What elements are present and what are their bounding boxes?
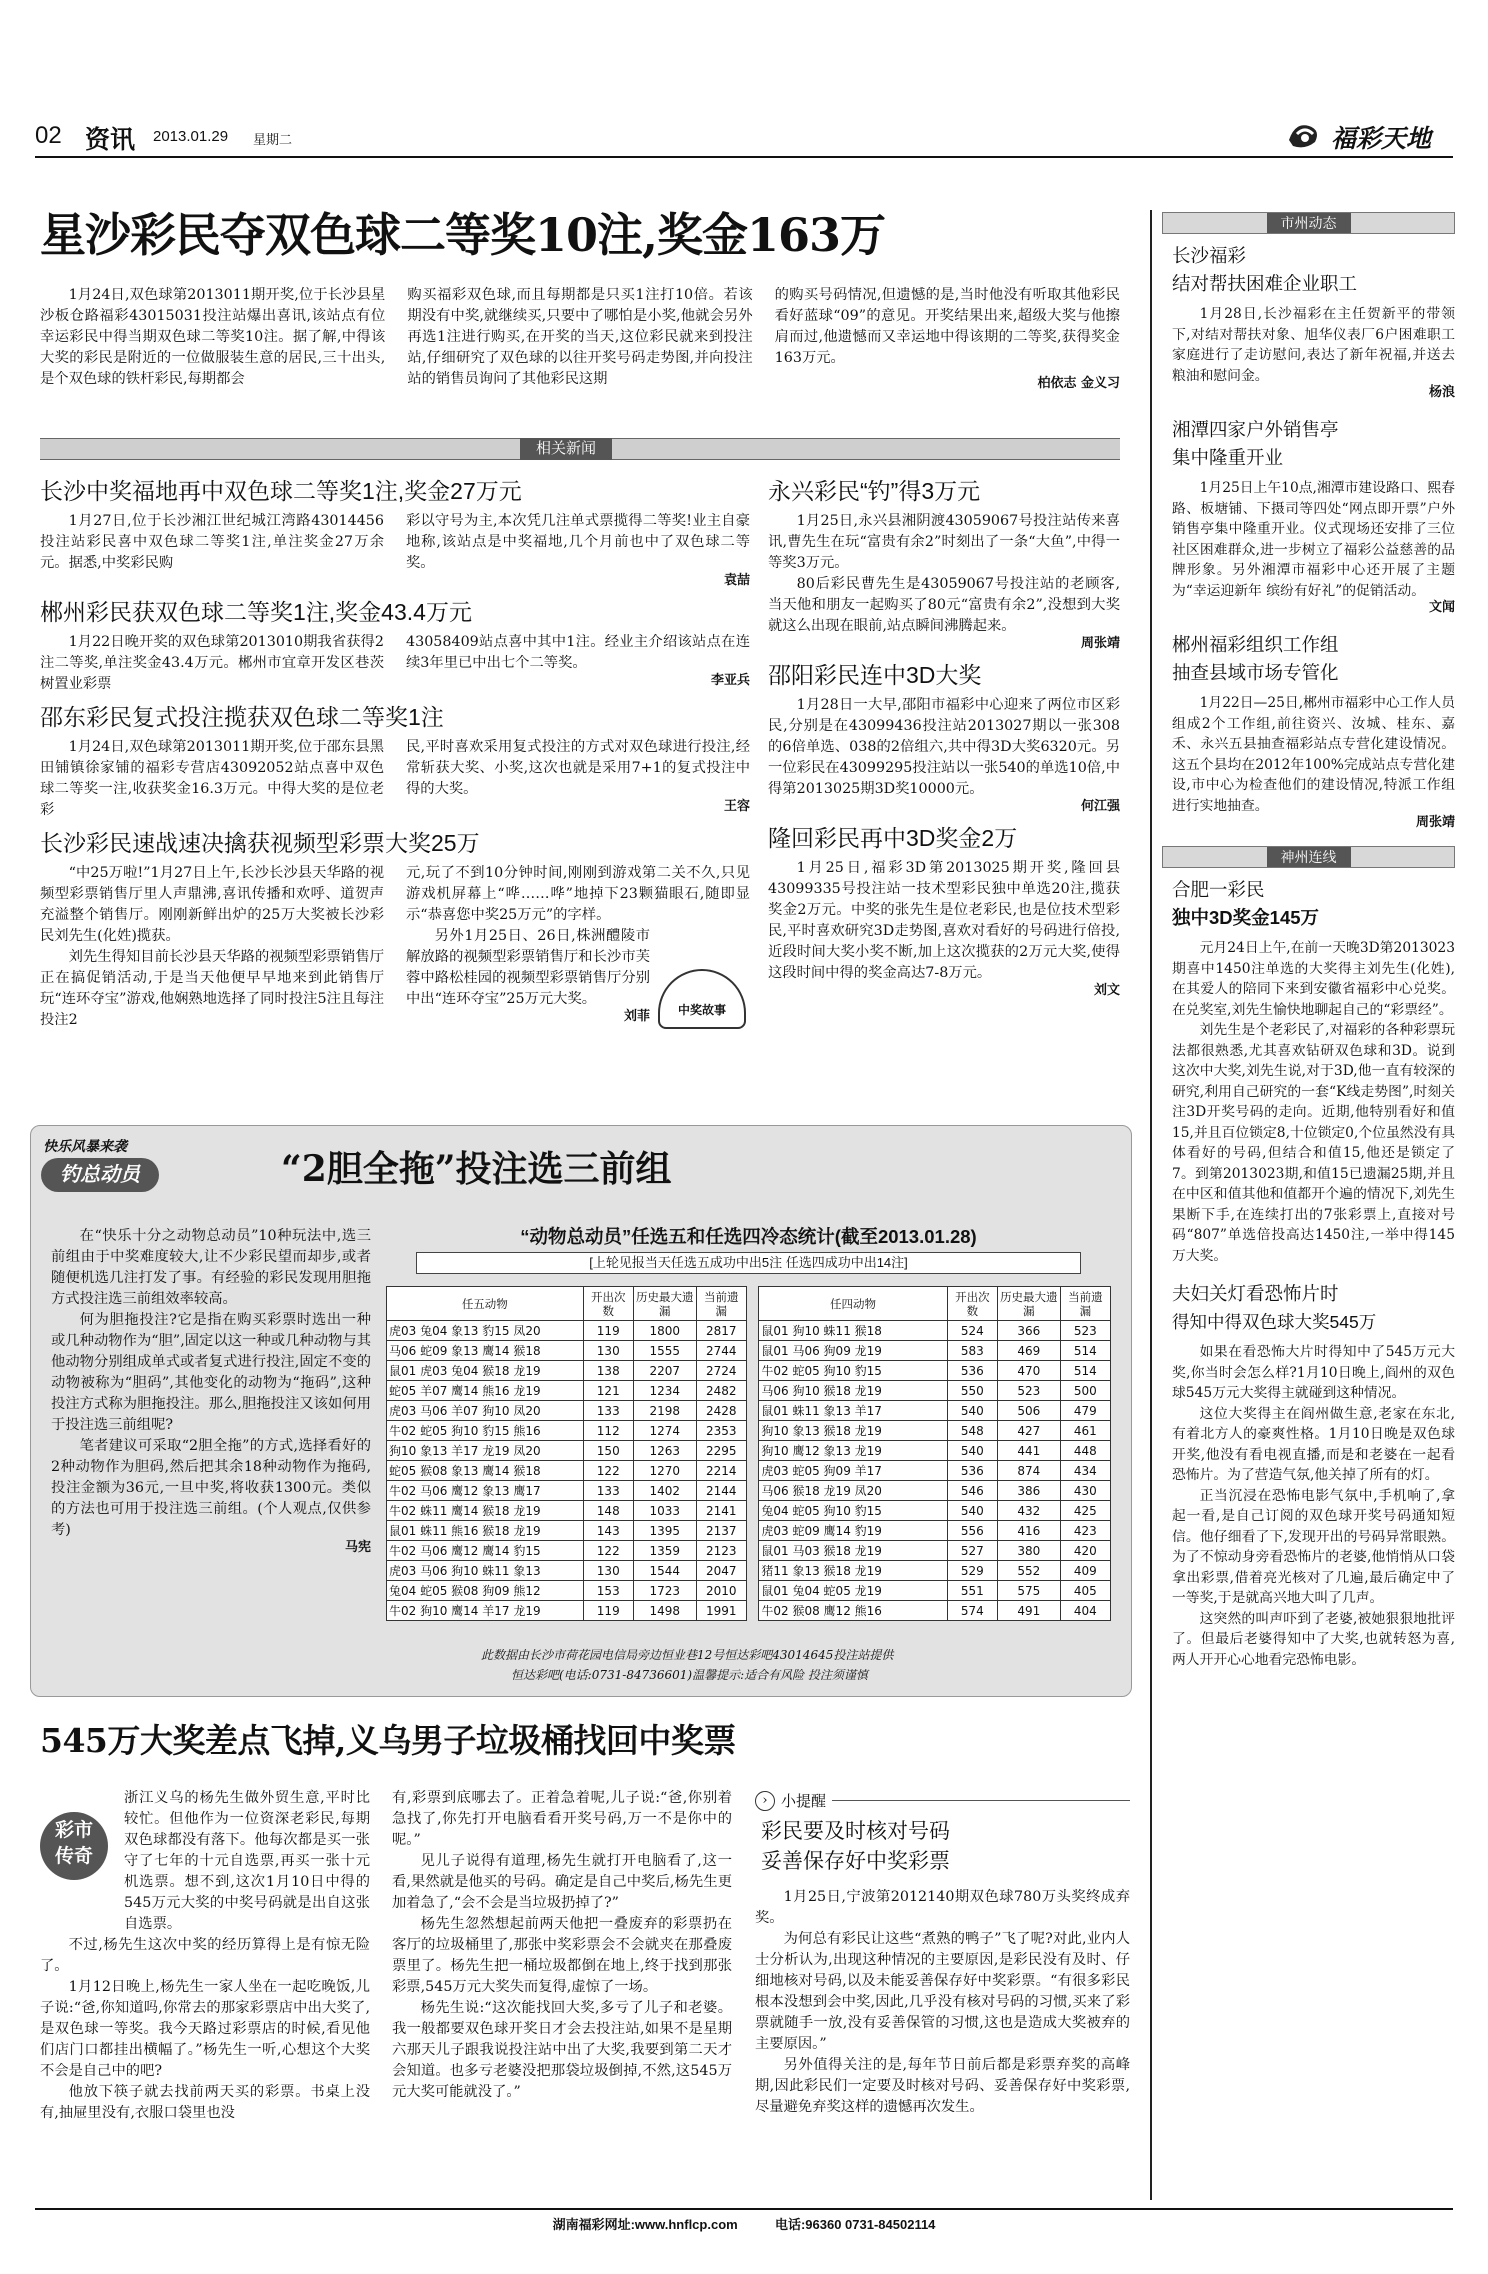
related-text: 1月28日一大早,邵阳市福彩中心迎来了两位市区彩民,分别是在43099436投注站2013027期以一张308的6倍单选、038的2倍组六,共中得3D大奖6320元。另一位彩民在43099295投注站以一张540的单选10倍,中得第2013025期3D奖10000元。 bbox=[768, 697, 1120, 797]
stats-cell: 1723 bbox=[633, 1581, 696, 1601]
bottom-paragraph: 见儿子说得有道理,杨先生就打开电脑看了,这一看,果然就是他买的号码。确定是自己中奖后,杨先生更加着急了,“会不会是当垃圾扔掉了?” bbox=[392, 1853, 732, 1911]
stats-gap bbox=[746, 1501, 759, 1521]
related-byline: 刘菲 bbox=[623, 1009, 650, 1024]
tip-paragraph: 另外值得关注的是,每年节日前后都是彩票弃奖的高峰期,因此彩民们一定要及时核对号码、妥善保存好中奖彩票,尽量避免弃奖这样的遗憾再次发生。 bbox=[755, 2057, 1130, 2115]
sidebar-title: 郴州福彩组织工作组 bbox=[1172, 634, 1339, 655]
stats-row bbox=[387, 1361, 1111, 1381]
stats-cell: 1234 bbox=[633, 1381, 696, 1401]
stats-cell: 2137 bbox=[696, 1521, 746, 1541]
stats-cell: 牛02 马06 鹰12 鹰14 豹15 bbox=[387, 1541, 584, 1561]
stats-cell: 524 bbox=[947, 1321, 997, 1341]
related-text: 1月25日,永兴县湘阴渡43059067号投注站传来喜讯,曹先生在玩“富贵有余2”时刻出了一条“大鱼”,中得一等奖3万元。 bbox=[768, 513, 1120, 571]
main-byline: 柏依志 金义习 bbox=[1037, 376, 1120, 391]
stats-row bbox=[387, 1541, 1111, 1561]
sidebar-title: 合肥一彩民 bbox=[1172, 879, 1265, 900]
stats-gap bbox=[746, 1481, 759, 1501]
stats-cell: 404 bbox=[1060, 1601, 1110, 1621]
stats-cell: 1274 bbox=[633, 1421, 696, 1441]
stats-cell: 552 bbox=[997, 1561, 1060, 1581]
related-title: 永兴彩民“钓”得3万元 bbox=[768, 478, 981, 504]
stats-cell: 470 bbox=[997, 1361, 1060, 1381]
related-body bbox=[40, 511, 750, 590]
main-article-col: 1月24日,双色球第2013011期开奖,位于长沙县星沙板仓路福彩43015031投注站爆出喜讯,该站点有位幸运彩民中得当期双色球二等奖10注。据了解,中得该大奖的彩民是附近的一位做服装生意的居民,三十出头,是个双色球的铁杆彩民,每期都会 bbox=[40, 287, 386, 387]
sidebar-text: 如果在看恐怖大片时得知中了545万元大奖,你当时会怎么样?1月10日晚上,阎州的双色球545万元大奖得主就碰到这种情况。 bbox=[1172, 1344, 1455, 1401]
stats-gap bbox=[746, 1441, 759, 1461]
related-byline: 李亚兵 bbox=[710, 673, 750, 688]
prize-story-label: 中奖故事 bbox=[677, 1003, 726, 1017]
stats-cell: 虎03 蛇05 狗09 羊17 bbox=[759, 1461, 947, 1481]
tip-rule bbox=[832, 1800, 1130, 1801]
footer bbox=[0, 2214, 1488, 2233]
stats-cell: 马06 猴18 龙19 凤20 bbox=[759, 1481, 947, 1501]
related-text: 1月24日,双色球第2013011期开奖,位于邵东县黑田铺镇徐家铺的福彩专营店43092052站点喜中双色球二等奖一注,收获奖金16.3万元。中得大奖的是位老彩 bbox=[40, 739, 384, 818]
stats-cell: 430 bbox=[1060, 1481, 1110, 1501]
stats-cell: 鼠01 狗10 蛛11 猴18 bbox=[759, 1321, 947, 1341]
sidebar-text: 元月24日上午,在前一天晚3D第2013023期喜中1450注单选的大奖得主刘先生(化姓),在其爱人的陪同下来到安徽省福彩中心兑奖。在兑奖室,刘先生愉快地聊起自己的“彩票经”。 bbox=[1172, 940, 1455, 1018]
stats-cell: 1800 bbox=[633, 1321, 696, 1341]
main-article-col: 购买福彩双色球,而且每期都是只买1注打10倍。若该期没有中奖,就继续买,只要中了哪怕是小奖,他就会另外再选1注进行购买,在开奖的当天,这位彩民就来到投注站,仔细研究了双色球的以往开奖号码走势图,并向投注站的销售员询问了其他彩民这期 bbox=[407, 287, 753, 387]
sidebar-byline: 文闻 bbox=[1428, 600, 1455, 615]
section-label: 资讯 bbox=[85, 126, 136, 154]
stats-cell: 514 bbox=[1060, 1361, 1110, 1381]
stats-gap bbox=[746, 1287, 759, 1321]
stats-header-cell: 任四动物 bbox=[759, 1287, 947, 1321]
stats-cell: 2214 bbox=[696, 1461, 746, 1481]
sidebar-byline: 杨浪 bbox=[1428, 385, 1455, 400]
feature-paragraph: 何为胆拖投注?它是指在购买彩票时选出一种或几种动物作为“胆”,固定以这一种或几种动物与其他动物分别组成单式或者复式进行投注,固定不变的动物被称为“胆码”,其他变化的动物为“拖码”,这种投注方式称为胆拖投注。那么,胆拖投注又该如何用于投注选三前组呢? bbox=[51, 1312, 371, 1433]
stats-cell: 425 bbox=[1060, 1501, 1110, 1521]
stats-cell: 2144 bbox=[696, 1481, 746, 1501]
stats-cell: 2482 bbox=[696, 1381, 746, 1401]
footer-rule bbox=[35, 2208, 1453, 2210]
stats-cell: 鼠01 兔04 蛇05 龙19 bbox=[759, 1581, 947, 1601]
brand-logo-icon bbox=[1285, 120, 1325, 150]
stats-gap bbox=[746, 1561, 759, 1581]
related-byline: 周张靖 bbox=[1080, 636, 1120, 651]
stats-cell: 514 bbox=[1060, 1341, 1110, 1361]
related-body bbox=[40, 863, 750, 1031]
stats-cell: 狗10 鹰12 象13 龙19 bbox=[759, 1441, 947, 1461]
stats-cell: 2123 bbox=[696, 1541, 746, 1561]
stats-cell: 虎03 蛇09 鹰14 豹19 bbox=[759, 1521, 947, 1541]
related-text: “中25万啦!”1月27日上午,长沙长沙县天华路的视频型彩票销售厅里人声鼎沸,喜讯传播和欢呼、道贺声充溢整个销售厅。刚刚新鲜出炉的25万大奖被长沙彩民刘先生(化姓)揽获。 bbox=[40, 865, 384, 944]
stats-cell: 500 bbox=[1060, 1381, 1110, 1401]
stats-gap bbox=[746, 1581, 759, 1601]
stats-cell: 鼠01 虎03 兔04 猴18 龙19 bbox=[387, 1361, 584, 1381]
related-text: 元,玩了不到10分钟时间,刚刚到游戏第二关不久,只见游戏机屏幕上“哗……哗”地掉下23颗猫眼石,随即显示“恭喜您中奖25万元”的字样。 bbox=[406, 865, 750, 923]
page-number: 02 bbox=[35, 122, 62, 149]
stats-row bbox=[387, 1581, 1111, 1601]
related-text: 43058409站点喜中其中1注。经业主介绍该站点在连续3年里已中出七个二等奖。 bbox=[406, 634, 750, 671]
related-left bbox=[40, 475, 750, 1031]
related-news-label: 相关新闻 bbox=[520, 438, 612, 460]
sidebar-title: 集中隆重开业 bbox=[1172, 447, 1284, 468]
sidebar-tag bbox=[1162, 212, 1455, 234]
stats-cell: 540 bbox=[947, 1401, 997, 1421]
stats-cell: 133 bbox=[583, 1481, 633, 1501]
stats-cell: 523 bbox=[1060, 1321, 1110, 1341]
tip-label: 小提醒 bbox=[781, 1793, 827, 1810]
related-byline: 王容 bbox=[723, 799, 750, 814]
stats-cell: 2047 bbox=[696, 1561, 746, 1581]
stats-panel bbox=[386, 1224, 1111, 1621]
stats-cell: 猪11 象13 猴18 龙19 bbox=[759, 1561, 947, 1581]
stats-cell: 409 bbox=[1060, 1561, 1110, 1581]
stats-cell: 虎03 兔04 象13 豹15 凤20 bbox=[387, 1321, 584, 1341]
stats-cell: 2141 bbox=[696, 1501, 746, 1521]
stats-cell: 马06 蛇09 象13 鹰14 猴18 bbox=[387, 1341, 584, 1361]
stats-row bbox=[387, 1381, 1111, 1401]
feature-kicker: 快乐风暴来袭 bbox=[43, 1138, 127, 1154]
stats-gap bbox=[746, 1461, 759, 1481]
stats-cell: 121 bbox=[583, 1381, 633, 1401]
main-article-col-text: 的购买号码情况,但遗憾的是,当时他没有听取其他彩民看好蓝球“09”的意见。开奖结果出来,超级大奖与他擦肩而过,他遗憾而又幸运地中得该期的二等奖,获得奖金163万元。 bbox=[774, 287, 1120, 366]
stats-cell: 狗10 象13 猴18 龙19 bbox=[759, 1421, 947, 1441]
stats-row bbox=[387, 1561, 1111, 1581]
stats-cell: 551 bbox=[947, 1581, 997, 1601]
stats-cell: 2010 bbox=[696, 1581, 746, 1601]
brand-name: 福彩天地 bbox=[1331, 124, 1432, 153]
stats-cell: 523 bbox=[997, 1381, 1060, 1401]
fishing-logo-icon bbox=[41, 1158, 159, 1192]
sidebar-text: 1月22日—25日,郴州市福彩中心工作人员组成2个工作组,前往资兴、汝城、桂东、嘉禾、永兴五县抽查福彩站点专营化建设情况。这五个县均在2012年100%完成站点专营化建设,市中心为检查他们的建设情况,特派工作组进行实地抽查。 bbox=[1172, 695, 1455, 814]
bottom-headline: 545万大奖差点飞掉,义乌男子垃圾桶找回中奖票 bbox=[40, 1721, 736, 1760]
stats-cell: 461 bbox=[1060, 1421, 1110, 1441]
stats-cell: 1270 bbox=[633, 1461, 696, 1481]
footer-website: 湖南福彩网址:www.hnflcp.com bbox=[552, 2217, 738, 2232]
stats-cell: 牛02 马06 鹰12 象13 鹰17 bbox=[387, 1481, 584, 1501]
sidebar-rule bbox=[1150, 210, 1152, 2200]
sidebar-title: 得知中得双色球大奖545万 bbox=[1172, 1312, 1377, 1332]
stats-cell: 1359 bbox=[633, 1541, 696, 1561]
stats-cell: 牛02 蛇05 狗10 豹15 熊16 bbox=[387, 1421, 584, 1441]
tip-label-row bbox=[755, 1790, 1130, 1811]
stats-cell: 鼠01 马06 狗09 龙19 bbox=[759, 1341, 947, 1361]
stats-cell: 122 bbox=[583, 1541, 633, 1561]
main-article-col bbox=[775, 285, 1120, 393]
stats-cell: 434 bbox=[1060, 1461, 1110, 1481]
page-header bbox=[35, 118, 1453, 154]
stats-cell: 蛇05 猴08 象13 鹰14 猴18 bbox=[387, 1461, 584, 1481]
stats-row bbox=[387, 1481, 1111, 1501]
sidebar-tag-label: 市州动态 bbox=[1267, 213, 1351, 233]
stats-row bbox=[387, 1601, 1111, 1621]
stats-cell: 133 bbox=[583, 1401, 633, 1421]
stats-cell: 1991 bbox=[696, 1601, 746, 1621]
issue-date: 2013.01.29 bbox=[153, 128, 229, 145]
stats-header-cell: 开出次数 bbox=[583, 1287, 633, 1321]
related-text: 1月27日,位于长沙湘江世纪城江湾路43014456投注站彩民喜中双色球二等奖1注,单注奖金27万余元。据悉,中奖彩民购 bbox=[40, 513, 384, 571]
related-body bbox=[40, 737, 750, 821]
stats-cell: 2817 bbox=[696, 1321, 746, 1341]
stats-table-title: “动物总动员”任选五和任选四冷态统计(截至2013.01.28) bbox=[520, 1226, 977, 1247]
stats-row bbox=[387, 1321, 1111, 1341]
sidebar-text: 正当沉浸在恐怖电影气氛中,手机响了,拿起一看,是自己订阅的双色球开奖号码通知短信。他仔细看了下,发现开出的号码异常眼熟。为了不惊动身旁看恐怖片的老婆,他悄悄从口袋拿出彩票,借着亮光核对了几遍,最后确定中了一等奖,于是就高兴地大叫了几声。 bbox=[1172, 1487, 1455, 1606]
sidebar-tag bbox=[1162, 846, 1455, 868]
stats-cell: 119 bbox=[583, 1321, 633, 1341]
stats-gap bbox=[746, 1521, 759, 1541]
stats-gap bbox=[746, 1541, 759, 1561]
feature-paragraph: 笔者建议可采取“2胆全拖”的方式,选择看好的2种动物作为胆码,然后把其余18种动物作为拖码,投注金额为36元,一旦中奖,将收获1300元。类似的方法也可用于投注选三前组。(个人观点,仅供参考) bbox=[51, 1438, 371, 1538]
stats-cell: 380 bbox=[997, 1541, 1060, 1561]
feature-byline: 马宪 bbox=[344, 1540, 371, 1555]
stats-row bbox=[387, 1421, 1111, 1441]
main-article bbox=[40, 285, 1120, 393]
related-byline: 刘文 bbox=[1093, 983, 1120, 998]
related-text: 另外1月25日、26日,株洲醴陵市解放路的视频型彩票销售厅和长沙市芙蓉中路松桂园的视频型彩票销售厅分别中出“连环夺宝”25万元大奖。 bbox=[406, 928, 650, 1007]
tip-box bbox=[755, 1790, 1130, 2118]
sidebar-title: 长沙福彩 bbox=[1172, 245, 1247, 266]
stats-gap bbox=[746, 1381, 759, 1401]
stats-cell: 牛02 蛇05 狗10 豹15 bbox=[759, 1361, 947, 1381]
stats-header-row bbox=[387, 1287, 1111, 1321]
main-headline: 星沙彩民夺双色球二等奖10注,奖金163万 bbox=[40, 208, 886, 262]
stats-cell: 牛02 狗10 鹰14 羊17 龙19 bbox=[387, 1601, 584, 1621]
stats-cell: 432 bbox=[997, 1501, 1060, 1521]
stats-cell: 2207 bbox=[633, 1361, 696, 1381]
stats-gap bbox=[746, 1341, 759, 1361]
stats-cell: 448 bbox=[1060, 1441, 1110, 1461]
stats-cell: 148 bbox=[583, 1501, 633, 1521]
stats-row bbox=[387, 1521, 1111, 1541]
related-byline: 何江强 bbox=[1080, 799, 1120, 814]
stats-cell: 1395 bbox=[633, 1521, 696, 1541]
stats-cell: 2295 bbox=[696, 1441, 746, 1461]
stats-cell: 548 bbox=[947, 1421, 997, 1441]
tip-paragraph: 1月25日,宁波第2012140期双色球780万头奖终成弃奖。 bbox=[755, 1889, 1130, 1926]
stats-cell: 536 bbox=[947, 1361, 997, 1381]
stats-gap bbox=[746, 1321, 759, 1341]
bottom-paragraph: 1月12日晚上,杨先生一家人坐在一起吃晚饭,儿子说:“爸,你知道吗,你常去的那家彩票店中出大奖了,是双色球一等奖。我今天路过彩票店的时候,看见他们店门口都挂出横幅了。”杨先生一听,心想这个大奖不会是自己中的吧? bbox=[40, 1979, 370, 2079]
bottom-col-1 bbox=[40, 1788, 370, 2124]
sidebar-byline: 周张靖 bbox=[1415, 815, 1455, 830]
stats-note: 恒达彩吧(电话:0731-84736601)温馨提示:适合有风险 投注须谨慎 bbox=[511, 1668, 868, 1682]
stats-cell: 1544 bbox=[633, 1561, 696, 1581]
stats-table bbox=[386, 1286, 1111, 1621]
stats-cell: 386 bbox=[997, 1481, 1060, 1501]
stats-header-cell: 当前遗漏 bbox=[1060, 1287, 1110, 1321]
stats-header-cell: 历史最大遗漏 bbox=[997, 1287, 1060, 1321]
stats-cell: 550 bbox=[947, 1381, 997, 1401]
header-rule bbox=[35, 156, 1453, 158]
tip-paragraph: 为何总有彩民让这些“煮熟的鸭子”飞了呢?对此,业内人士分析认为,出现这种情况的主要原因,是彩民没有及时、仔细地核对号码,以及未能妥善保存好中奖彩票。“有很多彩民根本没想到会中奖,因此,几乎没有核对号码的习惯,买来了彩票就随手一放,没有妥善保管的习惯,这也是造成大奖被弃的主要原因。” bbox=[755, 1931, 1130, 2052]
stats-row bbox=[387, 1341, 1111, 1361]
related-title: 隆回彩民再中3D奖金2万 bbox=[768, 825, 1018, 851]
issue-weekday: 星期二 bbox=[253, 132, 293, 147]
stats-cell: 420 bbox=[1060, 1541, 1110, 1561]
stats-gap bbox=[746, 1421, 759, 1441]
stats-cell: 469 bbox=[997, 1341, 1060, 1361]
bottom-paragraph: 有,彩票到底哪去了。正着急着呢,儿子说:“爸,你别着急找了,你先打开电脑看看开奖号码,万一不是你中的呢。” bbox=[392, 1790, 732, 1848]
stats-cell: 兔04 蛇05 狗10 豹15 bbox=[759, 1501, 947, 1521]
stats-cell: 540 bbox=[947, 1501, 997, 1521]
stats-cell: 兔04 蛇05 猴08 狗09 熊12 bbox=[387, 1581, 584, 1601]
stats-cell: 鼠01 马03 猴18 龙19 bbox=[759, 1541, 947, 1561]
stats-cell: 狗10 象13 羊17 龙19 凤20 bbox=[387, 1441, 584, 1461]
stats-cell: 1402 bbox=[633, 1481, 696, 1501]
stats-cell: 529 bbox=[947, 1561, 997, 1581]
sidebar-text: 1月25日上午10点,湘潭市建设路口、熙春路、板塘铺、下摄司等四处“网点即开票”户外销售亭集中隆重开业。仪式现场还安排了三位社区困难群众,进一步树立了福彩公益慈善的品牌形象。另外湘潭市福彩中心还开展了主题为“幸运迎新年 缤纷有好礼”的促销活动。 bbox=[1172, 480, 1455, 599]
stats-cell: 575 bbox=[997, 1581, 1060, 1601]
stats-header-cell: 当前遗漏 bbox=[696, 1287, 746, 1321]
stats-cell: 556 bbox=[947, 1521, 997, 1541]
stats-row bbox=[387, 1501, 1111, 1521]
stats-gap bbox=[746, 1361, 759, 1381]
stats-cell: 153 bbox=[583, 1581, 633, 1601]
sidebar-title: 独中3D奖金145万 bbox=[1172, 907, 1320, 928]
stats-cell: 鼠01 蛛11 象13 羊17 bbox=[759, 1401, 947, 1421]
related-body bbox=[40, 632, 750, 695]
related-title: 长沙彩民速战速决擒获视频型彩票大奖25万 bbox=[40, 830, 480, 856]
stats-cell: 506 bbox=[997, 1401, 1060, 1421]
sidebar-text: 1月28日,长沙福彩在主任贺新平的带领下,对结对帮扶对象、旭华仪表厂6户困难职工家庭进行了走访慰问,表达了新年祝福,并送去粮油和慰问金。 bbox=[1172, 306, 1455, 384]
stats-cell: 蛇05 羊07 鹰14 熊16 龙19 bbox=[387, 1381, 584, 1401]
sidebar bbox=[1162, 212, 1455, 1670]
feature-paragraph: 在“快乐十分之动物总动员”10种玩法中,选三前组由于中奖难度较大,让不少彩民望而却步,或者随便机选几注打发了事。有经验的彩民发现用胆拖方式投注选三前组效率较高。 bbox=[51, 1228, 371, 1307]
stats-cell: 2744 bbox=[696, 1341, 746, 1361]
stats-cell: 479 bbox=[1060, 1401, 1110, 1421]
badge-line: 传奇 bbox=[54, 1846, 93, 1867]
stats-cell: 1555 bbox=[633, 1341, 696, 1361]
sidebar-title: 夫妇关灯看恐怖片时 bbox=[1172, 1283, 1339, 1304]
stats-cell: 427 bbox=[997, 1421, 1060, 1441]
stats-cell: 2353 bbox=[696, 1421, 746, 1441]
related-right bbox=[768, 475, 1120, 1000]
bottom-paragraph: 浙江义乌的杨先生做外贸生意,平时比较忙。但他作为一位资深老彩民,每期双色球都没有落下。他每次都是买一张守了七年的十元自选票,再买一张十元机选票。想不到,这次1月10日中得的545万元大奖的中奖号码就是出自这张自选票。 bbox=[124, 1790, 370, 1932]
stats-cell: 牛02 蛛11 鹰14 猴18 龙19 bbox=[387, 1501, 584, 1521]
tip-title: 妥善保存好中奖彩票 bbox=[761, 1850, 950, 1873]
related-title: 邵阳彩民连中3D大奖 bbox=[768, 662, 982, 688]
stats-cell: 130 bbox=[583, 1561, 633, 1581]
bottom-paragraph: 杨先生忽然想起前两天他把一叠废弃的彩票扔在客厅的垃圾桶里了,那张中奖彩票会不会就夹在那叠废票里了。杨先生把一桶垃圾都倒在地上,终于找到那张彩票,545万元大奖失而复得,虚惊了一场。 bbox=[392, 1916, 732, 1995]
stats-cell: 1033 bbox=[633, 1501, 696, 1521]
related-title: 长沙中奖福地再中双色球二等奖1注,奖金27万元 bbox=[40, 478, 522, 504]
stats-cell: 143 bbox=[583, 1521, 633, 1541]
stats-gap bbox=[746, 1401, 759, 1421]
stats-cell: 1263 bbox=[633, 1441, 696, 1461]
bottom-paragraph: 他放下筷子就去找前两天买的彩票。书桌上没有,抽屉里没有,衣服口袋里也没 bbox=[40, 2084, 370, 2121]
stats-row bbox=[387, 1441, 1111, 1461]
related-title: 邵东彩民复式投注揽获双色球二等奖1注 bbox=[40, 704, 444, 730]
stats-cell: 虎03 马06 羊07 狗10 凤20 bbox=[387, 1401, 584, 1421]
stats-cell: 138 bbox=[583, 1361, 633, 1381]
stats-row bbox=[387, 1461, 1111, 1481]
footer-phone: 电话:96360 0731-84502114 bbox=[774, 2217, 936, 2232]
stats-cell: 536 bbox=[947, 1461, 997, 1481]
stats-table-subtitle: [上轮见报当天任选五成功中出5注 任选四成功中出14注] bbox=[416, 1252, 1081, 1274]
stats-note: 此数据由长沙市荷花园电信局旁边恒业巷12号恒达彩吧43014645投注站提供 bbox=[481, 1648, 894, 1662]
stats-gap bbox=[746, 1601, 759, 1621]
stats-cell: 546 bbox=[947, 1481, 997, 1501]
feature-logo-text: 钓总动员 bbox=[60, 1164, 140, 1186]
feature-title: “2胆全拖”投注选三前组 bbox=[281, 1148, 672, 1190]
stats-cell: 441 bbox=[997, 1441, 1060, 1461]
stats-cell: 119 bbox=[583, 1601, 633, 1621]
bottom-col-2 bbox=[392, 1788, 732, 2103]
related-text: 1月22日晚开奖的双色球第2013010期我省获得2注二等奖,单注奖金43.4万元。郴州市宜章开发区巷茨树置业彩票 bbox=[40, 634, 384, 692]
sidebar-text: 刘先生是个老彩民了,对福彩的各种彩票玩法都很熟悉,尤其喜欢钻研双色球和3D。说到这次中大奖,刘先生说,对于3D,他一直有较深的研究,利用自己研究的一套“K线走势图”,时刻关注3D开奖号码的走向。近期,他特别看好和值15,并且百位锁定8,十位锁定0,个位虽然没有具体看好的号码,但结合和值15,他还是锁定了7。到第2013023期,和值15已遗漏25期,并且在中区和值其他和值都开个遍的情况下,刘先生果断下手,在连续打出的7张彩票上,直接对号码“807”单选倍投高达1450注,一举中得145万大奖。 bbox=[1172, 1022, 1455, 1264]
stats-header-cell: 开出次数 bbox=[947, 1287, 997, 1321]
bottom-paragraph: 不过,杨先生这次中奖的经历算得上是有惊无险了。 bbox=[40, 1937, 370, 1974]
related-text: 1月25日,福彩3D第2013025期开奖,隆回县43099335号投注站一技术型彩民独中单选20注,揽获奖金2万元。中奖的张先生是位老彩民,也是位技术型彩民,平时喜欢研究3D走势图,喜欢对看好的号码进行倍投,近段时间大奖小奖不断,加上这次揽获的2万元大奖,使得这段时间中得的奖金高达7-8万元。 bbox=[768, 860, 1120, 981]
stats-cell: 423 bbox=[1060, 1521, 1110, 1541]
related-text: 刘先生得知目前长沙县天华路的视频型彩票销售厅正在搞促销活动,于是当天他便早早地来到此销售厅玩“连环夺宝”游戏,他娴熟地选择了同时投注5注且每注投注2 bbox=[40, 949, 384, 1028]
related-news-bar bbox=[40, 438, 1120, 460]
bottom-paragraph: 杨先生说:“这次能找回大奖,多亏了儿子和老婆。我一般都要双色球开奖日才会去投注站,如果不是星期六那天儿子跟我说投注站中出了大奖,我要到第二天才会知道。也多亏老婆没把那袋垃圾倒掉,不然,这545万元大奖可能就没了。” bbox=[392, 2000, 732, 2100]
stats-table-body bbox=[387, 1321, 1111, 1621]
stats-cell: 527 bbox=[947, 1541, 997, 1561]
stats-cell: 牛02 猴08 鹰12 熊16 bbox=[759, 1601, 947, 1621]
badge-line: 彩市 bbox=[54, 1820, 93, 1841]
feature-box bbox=[30, 1125, 1132, 1697]
related-text: 民,平时喜欢采用复式投注的方式对双色球进行投注,经常斩获大奖、小奖,这次也就是采用7+1的复式投注中得的大奖。 bbox=[406, 739, 750, 797]
stats-cell: 2198 bbox=[633, 1401, 696, 1421]
stats-cell: 540 bbox=[947, 1441, 997, 1461]
sidebar-title: 结对帮扶困难企业职工 bbox=[1172, 273, 1358, 294]
related-byline: 袁喆 bbox=[723, 573, 750, 588]
stats-cell: 马06 狗10 猴18 龙19 bbox=[759, 1381, 947, 1401]
related-title: 郴州彩民获双色球二等奖1注,奖金43.4万元 bbox=[40, 599, 472, 625]
sidebar-tag-label: 神州连线 bbox=[1267, 847, 1351, 867]
stats-cell: 491 bbox=[997, 1601, 1060, 1621]
chevron-right-icon: › bbox=[755, 1791, 775, 1811]
stats-cell: 583 bbox=[947, 1341, 997, 1361]
stats-cell: 130 bbox=[583, 1341, 633, 1361]
stats-cell: 366 bbox=[997, 1321, 1060, 1341]
stats-row bbox=[387, 1401, 1111, 1421]
stats-cell: 虎03 马06 狗10 蛛11 象13 bbox=[387, 1561, 584, 1581]
stats-cell: 150 bbox=[583, 1441, 633, 1461]
sidebar-title: 抽查县域市场专管化 bbox=[1172, 662, 1339, 683]
stats-cell: 874 bbox=[997, 1461, 1060, 1481]
stats-cell: 2724 bbox=[696, 1361, 746, 1381]
related-text: 彩以守号为主,本次凭几注单式票揽得二等奖!业主自豪地称,该站点是中奖福地,几个月前也中了双色球二等奖。 bbox=[406, 513, 750, 571]
stats-cell: 2428 bbox=[696, 1401, 746, 1421]
stats-cell: 405 bbox=[1060, 1581, 1110, 1601]
stats-cell: 112 bbox=[583, 1421, 633, 1441]
sidebar-title: 湘潭四家户外销售亭 bbox=[1172, 419, 1339, 440]
stats-cell: 1498 bbox=[633, 1601, 696, 1621]
stats-cell: 122 bbox=[583, 1461, 633, 1481]
feature-text bbox=[51, 1226, 371, 1557]
stats-header-cell: 任五动物 bbox=[387, 1287, 584, 1321]
sidebar-text: 这突然的叫声吓到了老婆,被她狠狠地批评了。但最后老婆得知中了大奖,也就转怒为喜,两人开开心心地看完恐怖电影。 bbox=[1172, 1610, 1455, 1668]
tip-title: 彩民要及时核对号码 bbox=[761, 1820, 950, 1843]
stats-cell: 574 bbox=[947, 1601, 997, 1621]
related-text: 80后彩民曹先生是43059067号投注站的老顾客,当天他和朋友一起购买了80元“富贵有余2”,没想到大奖就这么出现在眼前,站点瞬间沸腾起来。 bbox=[768, 576, 1120, 634]
stats-cell: 416 bbox=[997, 1521, 1060, 1541]
sidebar-text: 这位大奖得主在阎州做生意,老家在东北,有着北方人的豪爽性格。1月10日晚是双色球开奖,他没有看电视直播,而是和老婆在一起看恐怖片。为了营造气氛,他关掉了所有的灯。 bbox=[1172, 1405, 1455, 1483]
stats-cell: 鼠01 蛛11 熊16 猴18 龙19 bbox=[387, 1521, 584, 1541]
stats-header-cell: 历史最大遗漏 bbox=[633, 1287, 696, 1321]
